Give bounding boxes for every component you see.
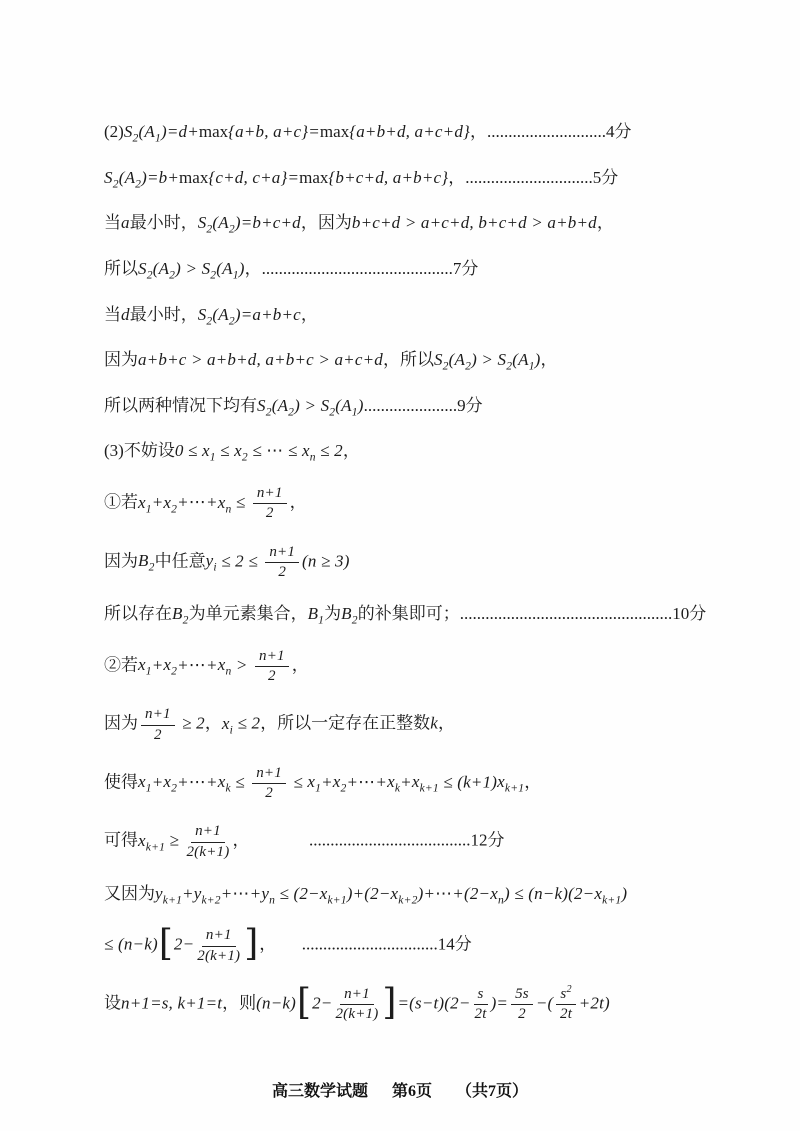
solution-body	[104, 120, 724, 1044]
solution-line-9: ①若$x_1+x_2+\cdots+x_n$ ≤ $\frac{n+1}{2}$ ，	[104, 485, 307, 522]
fraction: $\frac{n+1}{2}$	[252, 765, 286, 803]
solution-line-6: 因为a+b+c > a+b+d, a+b+c > a+c+d，所以$S_2(A_2) > S_2(A_1)$，	[104, 350, 558, 373]
solution-line-4: 所以$S_2(A_2) > S_2(A_1)$，.............................................7分	[104, 258, 479, 282]
footer-exam-title: 高三数学试题	[271, 1083, 368, 1100]
fraction: $\frac{s}{2t}$	[474, 985, 487, 1023]
solution-line-14: 使得$x_1+x_2+\cdots+x_k$ ≤ $\frac{n+1}{2}$ ≤ $x_1+x_2+\cdots+x_k+x_{k+1} \le (k+1)x_{k+1}$，	[104, 764, 542, 802]
fraction: $\frac{n+1}{2}$	[141, 706, 175, 744]
fraction: $\frac{n+1}{2}$	[255, 648, 289, 686]
solution-line-15: 可得$x_{k+1}$ ≥ $\frac{n+1}{2(k+1)}$ ， ......................................12分	[104, 823, 505, 860]
solution-line-18: 设n+1=s, k+1=t，则(n−k)[2− $\frac{n+1}{2(k+1)}$ ]=(s−t)(2− $\frac{s}{2t}$ )= $\frac{5s}{2}$ −( $\frac{s^2}{2t}$ +2t)	[104, 981, 610, 1023]
big-bracket: ]	[244, 923, 259, 965]
fraction: $\frac{5s}{2}$	[511, 986, 533, 1024]
solution-line-1: $(2)S_2(A_1)=d+\max\{a+b$, a+c}=max{a+b+d, a+c+d}，............................4分	[104, 122, 632, 145]
fraction: $\frac{n+1}{2}$	[265, 544, 299, 582]
solution-line-17: ≤ (n−k)[2− $\frac{n+1}{2(k+1)}$ ]， ................................14分	[104, 923, 472, 965]
solution-line-16: 又因为$y_{k+1}+y_{k+2}+\cdots+y_n$ ≤ $(2-x_{k+1})+(2-x_{k+2})+\cdots+(2-x_n) \le (n-k)(2-x_{k+1})$	[104, 883, 628, 907]
fraction: $\frac{n+1}{2(k+1)}$	[335, 985, 379, 1023]
solution-line-3: 当a最小时，$S_2(A_2)=b+c+d$，因为b+c+d > a+c+d, b+c+d > a+b+d，	[104, 213, 614, 236]
solution-line-11: 所以存在$B_2$为单元素集合，$B_1$为$B_2$的补集即可；..................................................10分	[104, 604, 707, 627]
solution-line-7: 所以两种情况下均有$S_2(A_2) > S_2(A_1)......................9$分	[104, 395, 483, 419]
big-bracket: ]	[382, 981, 397, 1023]
solution-line-12: ②若$x_1+x_2+\cdots+x_n$ > $\frac{n+1}{2}$ ，	[104, 647, 309, 685]
footer-total-pages: （共7页）	[456, 1083, 529, 1100]
footer-page-number: 第6页	[391, 1083, 432, 1100]
fraction: $\frac{n+1}{2(k+1)}$	[197, 927, 241, 964]
page-footer	[0, 1078, 800, 1101]
big-bracket: [	[158, 923, 173, 965]
solution-line-8: (3)不妨设$0 \le x_1 \le x_2$ ≤ ⋯ ≤ $x_n \le 2$，	[104, 441, 360, 464]
solution-line-10: 因为$B_2$中任意$y_i \le 2$ ≤ $\frac{n+1}{2}$ (n ≥ 3)	[104, 543, 350, 580]
solution-line-2: $S_2(A_2)=b+\max\{c+d$, c+a}=max{b+c+d, a+b+c}，..............................5分	[104, 167, 619, 191]
solution-line-13: 因为 $\frac{n+1}{2}$ ≥ 2，$x_i \le 2$，所以一定存在正整数k，	[104, 706, 455, 743]
solution-line-5: 当d最小时，$S_2(A_2)=a+b+c$，	[104, 304, 318, 327]
big-bracket: [	[297, 981, 312, 1023]
fraction: $\frac{n+1}{2(k+1)}$	[186, 823, 230, 860]
fraction: $\frac{n+1}{2}$	[253, 485, 287, 523]
fraction: $\frac{s^2}{2t}$	[556, 986, 575, 1024]
